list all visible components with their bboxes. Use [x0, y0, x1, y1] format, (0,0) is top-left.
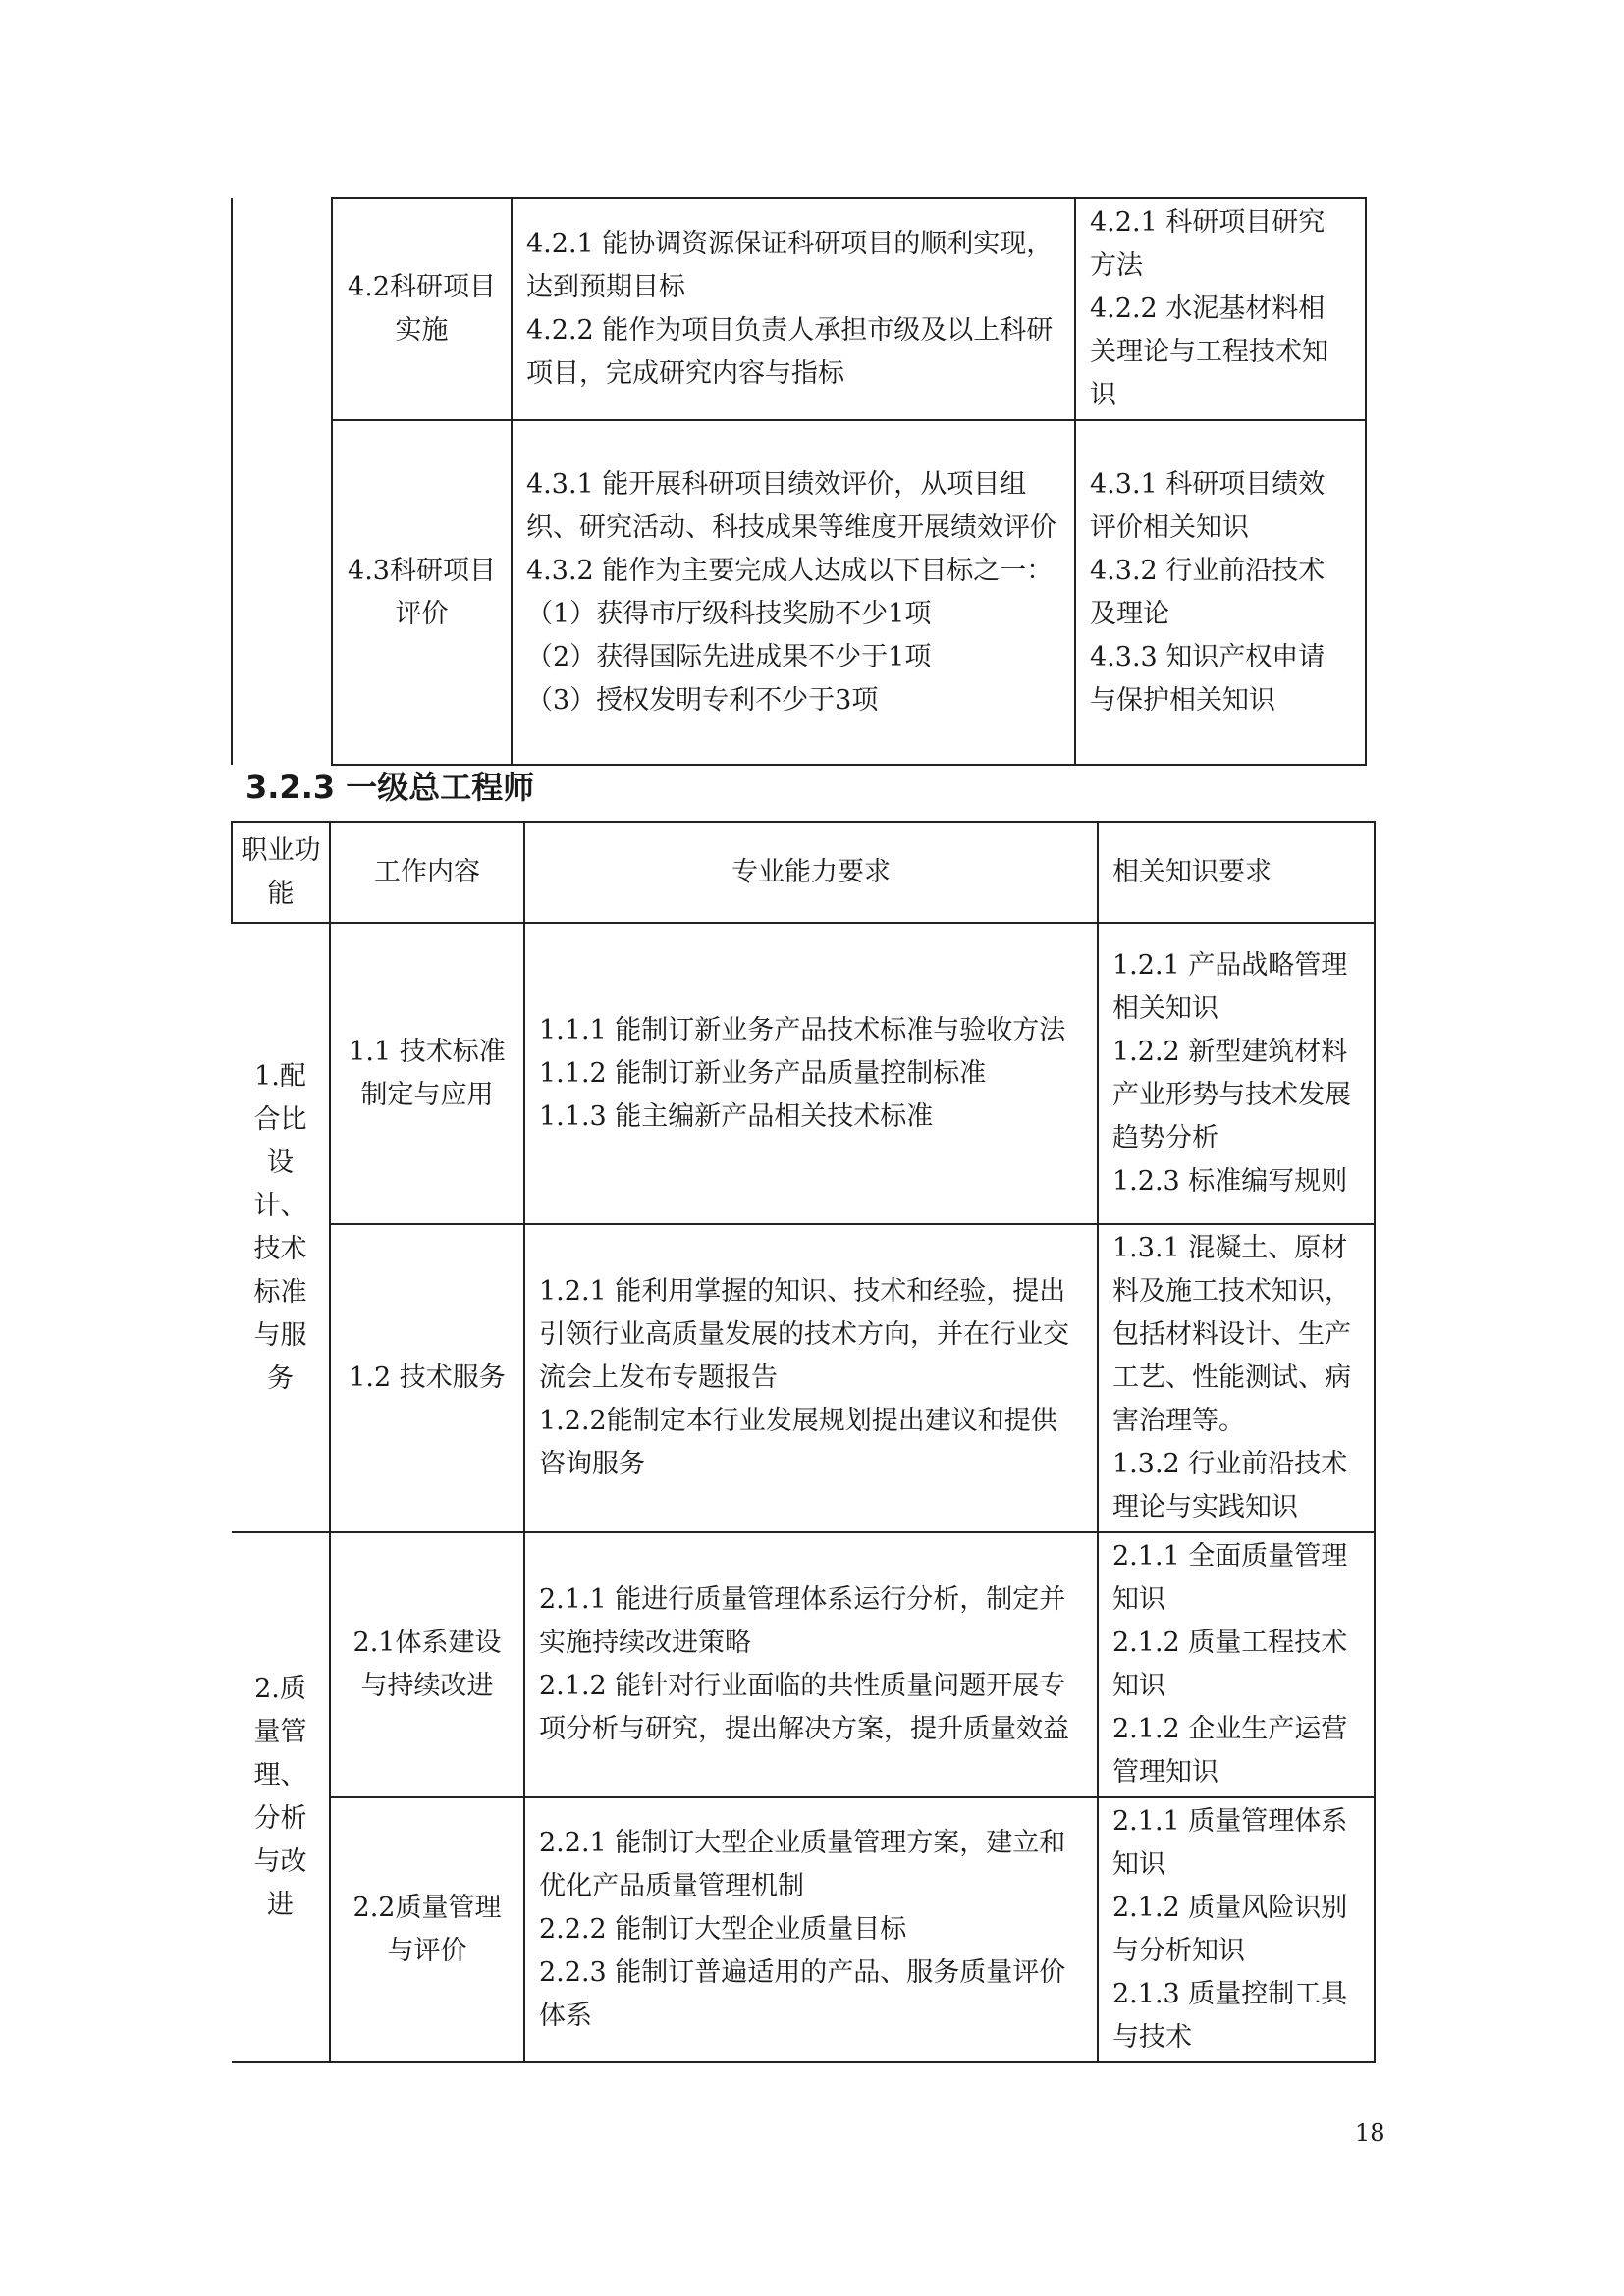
- ability-item: 2.2.2 能制订大型企业质量目标: [539, 1914, 907, 1945]
- knowledge-cell: [1098, 923, 1375, 1224]
- knowledge-item: 2.1.1 全面质量管理知识: [1112, 1541, 1348, 1615]
- table-row: [232, 1532, 1375, 1797]
- knowledge-item: 4.2.2 水泥基材料相关理论与工程技术知识: [1090, 294, 1328, 410]
- work-content-cell: 2.2质量管理与评价: [330, 1797, 524, 2062]
- knowledge-item: 1.3.1 混凝土、原材料及施工技术知识，包括材料设计、生产工艺、性能测试、病害治理等。: [1112, 1233, 1351, 1436]
- knowledge-item: 2.1.1 质量管理体系知识: [1112, 1806, 1348, 1880]
- knowledge-item: 4.2.1 科研项目研究方法: [1090, 207, 1326, 281]
- ability-cell: [524, 1224, 1098, 1532]
- function-cell: 1.配合比设计、技术标准与服务: [232, 923, 330, 1532]
- ability-item: 2.2.3 能制订普遍适用的产品、服务质量评价体系: [539, 1957, 1066, 2031]
- table-row: [232, 198, 1366, 420]
- ability-item: （2）获得国际先进成果不少于1项: [526, 641, 932, 672]
- knowledge-cell: [1075, 198, 1366, 420]
- knowledge-cell: [1098, 1532, 1375, 1797]
- ability-item: 1.1.3 能主编新产品相关技术标准: [539, 1100, 934, 1132]
- ability-item: 1.2.1 能利用掌握的知识、技术和经验，提出引领行业高质量发展的技术方向，并在行业交流会上发布专题报告: [539, 1276, 1069, 1393]
- work-content-cell: 1.2 技术服务: [330, 1224, 524, 1532]
- knowledge-item: 1.2.1 产品战略管理相关知识: [1112, 949, 1348, 1024]
- table-row: [232, 923, 1375, 1224]
- ability-item: 2.2.1 能制订大型企业质量管理方案，建立和优化产品质量管理机制: [539, 1828, 1066, 1901]
- work-content-cell: 4.3科研项目评价: [332, 420, 512, 765]
- page-number: 18: [1355, 2119, 1385, 2147]
- continuation-table: [231, 197, 1367, 766]
- ability-item: 4.3.1 能开展科研项目绩效评价，从项目组织、研究活动、科技成果等维度开展绩效评价: [526, 468, 1056, 543]
- function-cell: 2.质量管理、分析与改进: [232, 1532, 330, 2062]
- knowledge-item: 1.3.2 行业前沿技术理论与实践知识: [1112, 1449, 1348, 1522]
- work-content-cell: 2.1体系建设与持续改进: [330, 1532, 524, 1797]
- ability-item: 1.2.2能制定本行业发展规划提出建议和提供咨询服务: [539, 1406, 1057, 1479]
- knowledge-item: 2.1.2 企业生产运营管理知识: [1112, 1714, 1348, 1788]
- ability-item: （1）获得市厅级科技奖励不少1项: [526, 598, 932, 629]
- ability-item: 2.1.2 能针对行业面临的共性质量问题开展专项分析与研究，提出解决方案，提升质量效益: [539, 1671, 1069, 1744]
- table-row: [232, 1224, 1375, 1532]
- knowledge-item: 1.2.2 新型建筑材料产业形势与技术发展趋势分析: [1112, 1036, 1351, 1153]
- competency-table: [231, 821, 1376, 2063]
- section-heading: 3.2.3 一级总工程师: [245, 769, 535, 806]
- header-function: 职业功能: [232, 822, 330, 923]
- ability-item: 4.3.2 能作为主要完成人达成以下目标之一：: [526, 555, 1054, 586]
- work-content-cell: 1.1 技术标准制定与应用: [330, 923, 524, 1224]
- header-ability: 专业能力要求: [524, 822, 1098, 923]
- knowledge-item: 4.3.3 知识产权申请与保护相关知识: [1090, 641, 1326, 716]
- header-content: 工作内容: [330, 822, 524, 923]
- ability-cell: [512, 198, 1075, 420]
- knowledge-item: 4.3.2 行业前沿技术及理论: [1090, 555, 1326, 629]
- knowledge-cell: [1098, 1797, 1375, 2062]
- function-cell-continued: [232, 198, 332, 765]
- ability-cell: [524, 1532, 1098, 1797]
- knowledge-item: 2.1.2 质量工程技术知识: [1112, 1628, 1348, 1701]
- ability-cell: [524, 1797, 1098, 2062]
- ability-item: 1.1.2 能制订新业务产品质量控制标准: [539, 1057, 987, 1089]
- knowledge-item: 2.1.2 质量风险识别与分析知识: [1112, 1893, 1348, 1966]
- header-knowledge: 相关知识要求: [1098, 822, 1375, 923]
- knowledge-item: 1.2.3 标准编写规则: [1112, 1165, 1348, 1197]
- ability-cell: [512, 420, 1075, 765]
- table-header-row: [232, 822, 1375, 923]
- work-content-cell: 4.2科研项目实施: [332, 198, 512, 420]
- ability-item: 2.1.1 能进行质量管理体系运行分析，制定并实施持续改进策略: [539, 1584, 1066, 1658]
- ability-item: 4.2.1 能协调资源保证科研项目的顺利实现，达到预期目标: [526, 229, 1054, 302]
- ability-item: 4.2.2 能作为项目负责人承担市级及以上科研项目，完成研究内容与指标: [526, 315, 1054, 389]
- knowledge-cell: [1075, 420, 1366, 765]
- ability-cell: [524, 923, 1098, 1224]
- knowledge-cell: [1098, 1224, 1375, 1532]
- knowledge-item: 4.3.1 科研项目绩效评价相关知识: [1090, 468, 1326, 543]
- ability-item: （3）授权发明专利不少于3项: [526, 684, 879, 716]
- knowledge-item: 2.1.3 质量控制工具与技术: [1112, 1979, 1348, 2053]
- ability-item: 1.1.1 能制订新业务产品技术标准与验收方法: [539, 1014, 1066, 1045]
- table-row: [232, 420, 1366, 765]
- table-row: [232, 1797, 1375, 2062]
